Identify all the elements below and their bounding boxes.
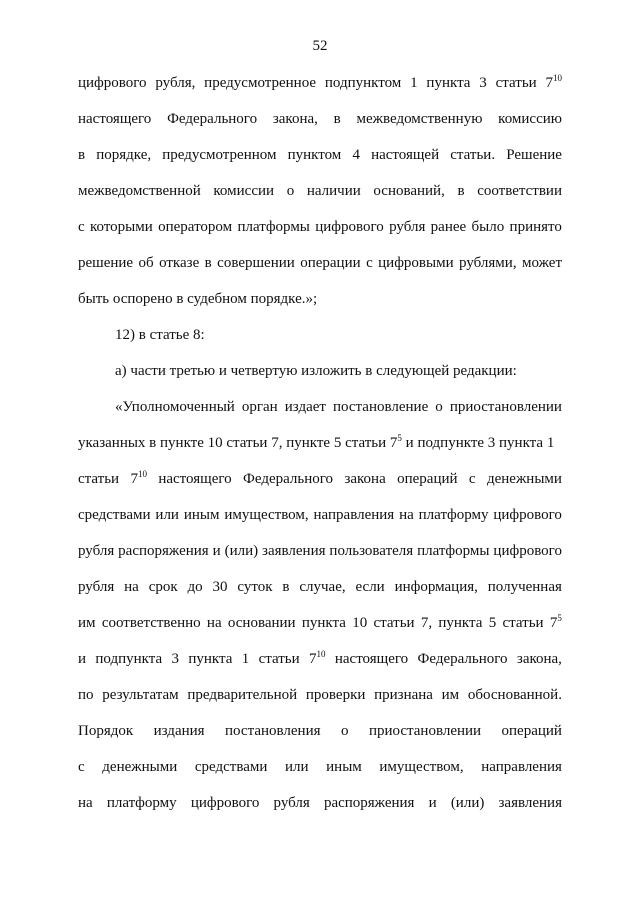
word: приостановлении	[449, 399, 562, 415]
word: и	[78, 651, 87, 667]
word: издания	[153, 723, 205, 739]
text-line-16	[78, 614, 562, 632]
word: цифрового	[315, 219, 384, 235]
word: (или)	[450, 795, 485, 811]
word: статьи	[502, 615, 544, 631]
text-line-1	[78, 74, 562, 92]
word: оператором	[158, 219, 233, 235]
word: заявления	[262, 543, 326, 559]
word: платформу	[106, 795, 177, 811]
text-line-4	[78, 182, 562, 200]
text-line-15	[78, 578, 562, 596]
word: в	[457, 183, 465, 199]
article-reference: $7^5$	[549, 613, 562, 631]
word: им	[441, 687, 460, 703]
word: 1	[241, 651, 250, 667]
word: средствами	[194, 759, 268, 775]
word: 3	[479, 75, 487, 91]
word: с	[366, 255, 373, 271]
line-11-part-a: указанных в пункте 10 статьи 7, пункте 5 статьи $7^5$ и подпункте 3 пункта 1	[78, 433, 555, 451]
word: закона,	[516, 651, 562, 667]
word: решение	[78, 255, 134, 271]
word: статьи	[373, 615, 415, 631]
text-line-2	[78, 110, 562, 128]
text-line-9: а) части третью и четвертую изложить в следующей редакции:	[115, 363, 517, 379]
word: платформу	[418, 507, 489, 523]
word: статьи	[258, 651, 300, 667]
word: рубля	[78, 579, 115, 595]
word: в	[204, 255, 212, 271]
word: рубля,	[155, 75, 196, 91]
word: предусмотренном	[162, 147, 277, 163]
article-reference: $7^{10}$	[309, 649, 326, 667]
text-line-20	[78, 758, 562, 776]
word: пункта	[438, 615, 483, 631]
article-reference: $7^{10}$	[545, 73, 562, 91]
word: имуществом,	[224, 507, 309, 523]
word: межведомственную	[356, 111, 483, 127]
word: платформы	[237, 219, 310, 235]
word: пользователя	[329, 543, 414, 559]
word: денежными	[486, 471, 562, 487]
word: об	[138, 255, 154, 271]
word: статьи.	[450, 147, 496, 163]
word: комиссию	[498, 111, 562, 127]
word: комиссии	[213, 183, 275, 199]
word: подпунктом	[324, 75, 402, 91]
word: соответствии	[477, 183, 562, 199]
word: средствами	[78, 507, 151, 523]
text-line-18	[78, 686, 562, 704]
word: цифрового	[493, 507, 562, 523]
word: обоснованной.	[467, 687, 562, 703]
word: в	[333, 111, 341, 127]
word: настоящего	[334, 651, 409, 667]
word: предварительной	[187, 687, 298, 703]
word: наличии	[306, 183, 361, 199]
word: пункта	[188, 651, 233, 667]
word: срок	[148, 579, 178, 595]
word: и	[212, 543, 221, 559]
word: цифрового	[78, 75, 147, 91]
word: пунктом	[287, 147, 342, 163]
word: операции	[300, 255, 361, 271]
word: полученная	[487, 579, 562, 595]
word: распоряжения	[118, 543, 209, 559]
text-line-7: быть оспорено в судебном порядке.»;	[78, 291, 318, 307]
word: настоящей	[371, 147, 440, 163]
word: издает	[284, 399, 326, 415]
word: платформы	[417, 543, 490, 559]
word: рублями,	[459, 255, 517, 271]
text-line-13	[78, 506, 562, 524]
text-line-5	[78, 218, 562, 236]
word: статьи	[78, 471, 120, 487]
word: 30	[212, 579, 228, 595]
word: закона	[344, 471, 386, 487]
word: операций	[501, 723, 562, 739]
word: на	[78, 795, 93, 811]
word: рубля	[273, 795, 310, 811]
word: в	[282, 579, 290, 595]
word: принято	[509, 219, 562, 235]
word: предусмотренное	[204, 75, 317, 91]
word: о	[286, 183, 295, 199]
word: и	[428, 795, 437, 811]
word: признана	[374, 687, 433, 703]
word: приостановлении	[368, 723, 482, 739]
word: 5	[488, 615, 497, 631]
word: иным	[326, 759, 362, 775]
word: которыми	[90, 219, 153, 235]
word: случае,	[299, 579, 346, 595]
word: рубля	[78, 543, 115, 559]
word: цифровыми	[378, 255, 454, 271]
word: рубля	[389, 219, 426, 235]
word: Федерального	[167, 111, 258, 127]
word: о	[340, 723, 349, 739]
word: заявления	[498, 795, 562, 811]
word: с	[78, 759, 85, 775]
word: в	[78, 147, 86, 163]
word: или	[155, 507, 179, 523]
word: межведомственной	[78, 183, 201, 199]
word: если	[355, 579, 385, 595]
word: проверки	[305, 687, 366, 703]
word: информация,	[394, 579, 478, 595]
text-line-3	[78, 146, 562, 164]
article-reference: $7^{10}$	[130, 469, 147, 487]
word: статьи	[495, 75, 537, 91]
word: «Уполномоченный	[115, 399, 235, 415]
word: может	[522, 255, 562, 271]
word: с	[468, 471, 476, 487]
text-line-17	[78, 650, 562, 668]
word: или	[285, 759, 309, 775]
word: пункта	[426, 75, 471, 91]
word: имуществом,	[379, 759, 464, 775]
word: им	[78, 615, 96, 631]
word: отказе	[159, 255, 200, 271]
word: 4	[352, 147, 360, 163]
text-line-8: 12) в статье 8:	[115, 327, 205, 343]
word: о	[435, 399, 443, 415]
word: постановление	[333, 399, 429, 415]
word: Порядок	[78, 723, 134, 739]
word: 1	[410, 75, 418, 91]
word: было	[471, 219, 505, 235]
word: настоящего	[78, 111, 152, 127]
word: на	[399, 507, 414, 523]
word: результатам	[102, 687, 179, 703]
word: по	[78, 687, 94, 703]
text-line-14	[78, 542, 562, 560]
word: Решение	[506, 147, 562, 163]
word: орган	[241, 399, 278, 415]
page-number: 52	[312, 38, 328, 54]
word: 3	[171, 651, 179, 667]
word: до	[187, 579, 203, 595]
word: оснований,	[373, 183, 445, 199]
word: 7,	[420, 615, 433, 631]
word: совершении	[217, 255, 295, 271]
word: подпункта	[95, 651, 163, 667]
word: иным	[183, 507, 220, 523]
text-line-21	[78, 794, 562, 812]
word: на	[124, 579, 139, 595]
word: закона,	[272, 111, 318, 127]
word: 10	[352, 615, 368, 631]
word: соответственно	[101, 615, 201, 631]
word: пункта	[301, 615, 346, 631]
word: настоящего	[158, 471, 232, 487]
word: распоряжения	[323, 795, 415, 811]
word: Федерального	[243, 471, 334, 487]
word: основании	[227, 615, 296, 631]
word: денежными	[102, 759, 178, 775]
word: Федерального	[417, 651, 508, 667]
text-line-10	[115, 398, 562, 416]
text-line-11	[78, 434, 562, 452]
word: цифрового	[493, 543, 562, 559]
word: (или)	[224, 543, 259, 559]
word: порядке,	[96, 147, 152, 163]
word: на	[206, 615, 222, 631]
word: ранее	[430, 219, 467, 235]
word: суток	[237, 579, 273, 595]
word: направления	[313, 507, 395, 523]
text-line-19	[78, 722, 562, 740]
word: постановления	[225, 723, 321, 739]
text-line-12	[78, 470, 562, 488]
word: направления	[481, 759, 562, 775]
word: с	[78, 219, 85, 235]
word: цифрового	[190, 795, 260, 811]
word: операций	[397, 471, 458, 487]
text-line-6	[78, 254, 562, 272]
